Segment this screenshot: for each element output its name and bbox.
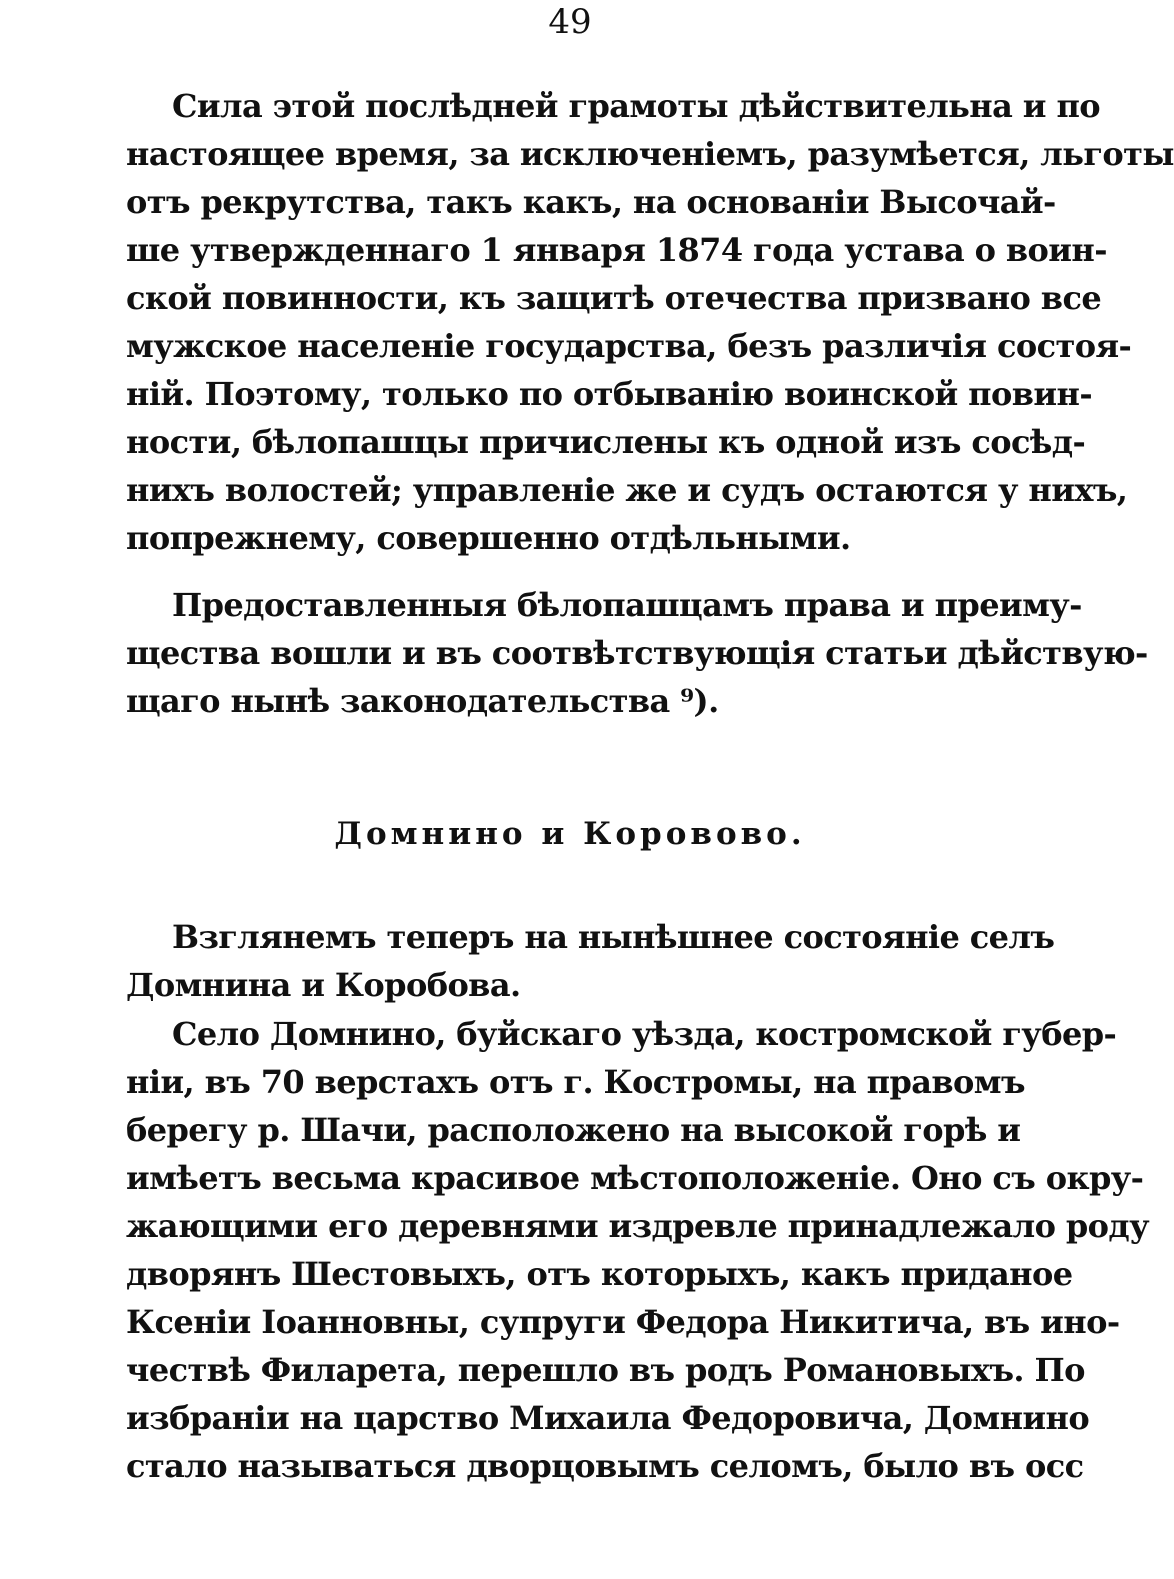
text-line: ніи, въ 70 верстахъ отъ г. Костромы, на правомъ — [126, 1063, 1025, 1101]
paragraph-text — [126, 1010, 1150, 1490]
text-line: берегу р. Шачи, расположено на высокой горѣ и — [126, 1111, 1021, 1149]
text-line: щаго нынѣ законодательства ⁹). — [126, 682, 719, 720]
text-line: чествѣ Филарета, перешло въ родъ Романовыхъ. По — [126, 1351, 1085, 1389]
text-line: попрежнему, совершенно отдѣльными. — [126, 519, 851, 557]
section-title: Домнино и Коровово. — [334, 816, 806, 852]
page-number: 49 — [548, 2, 592, 42]
text-line: отъ рекрутства, такъ какъ, на основаніи Высочай- — [126, 183, 1056, 221]
paragraph-3 — [126, 913, 1055, 1009]
text-line: щества вошли и въ соотвѣтствующія статьи дѣйствую- — [126, 634, 1148, 672]
text-line: ской повинности, къ защитѣ отечества призвано все — [126, 279, 1102, 317]
text-line: жающими его деревнями издревле принадлежало роду — [126, 1207, 1150, 1245]
text-line: Взглянемъ теперъ на нынѣшнее состояніе селъ — [172, 918, 1055, 956]
text-line: избраніи на царство Михаила Федоровича, Домнино — [126, 1399, 1090, 1437]
text-line: дворянъ Шестовыхъ, отъ которыхъ, какъ приданое — [126, 1255, 1073, 1293]
text-line: Ксеніи Іоанновны, супруги Федора Никитича, въ ино- — [126, 1303, 1120, 1341]
text-line: стало называться дворцовымъ селомъ, было въ осс — [126, 1447, 1084, 1485]
text-line: мужское населеніе государства, безъ различія состоя- — [126, 327, 1132, 365]
text-line: ше утвержденнаго 1 января 1874 года устава о воин- — [126, 231, 1107, 269]
paragraph-1 — [126, 82, 1174, 562]
text-line: Домнина и Коробова. — [126, 966, 521, 1004]
text-line: нихъ волостей; управленіе же и судъ остаются у нихъ, — [126, 471, 1128, 509]
paragraph-text — [126, 581, 1148, 725]
text-line: Село Домнино, буйскаго уѣзда, костромской губер- — [172, 1015, 1117, 1053]
text-line: имѣетъ весьма красивое мѣстоположеніе. Оно съ окру- — [126, 1159, 1144, 1197]
text-line: Сила этой послѣдней грамоты дѣйствительна и по — [172, 87, 1101, 125]
paragraph-text — [126, 82, 1174, 562]
text-line: ній. Поэтому, только по отбыванію воинской повин- — [126, 375, 1093, 413]
text-line: настоящее время, за исключеніемъ, разумѣется, льготы — [126, 135, 1174, 173]
paragraph-2 — [126, 581, 1148, 725]
text-line: ности, бѣлопашцы причислены къ одной изъ сосѣд- — [126, 423, 1086, 461]
paragraph-text — [126, 913, 1055, 1009]
text-line: Предоставленныя бѣлопашцамъ права и преиму- — [172, 586, 1082, 624]
paragraph-4 — [126, 1010, 1150, 1490]
